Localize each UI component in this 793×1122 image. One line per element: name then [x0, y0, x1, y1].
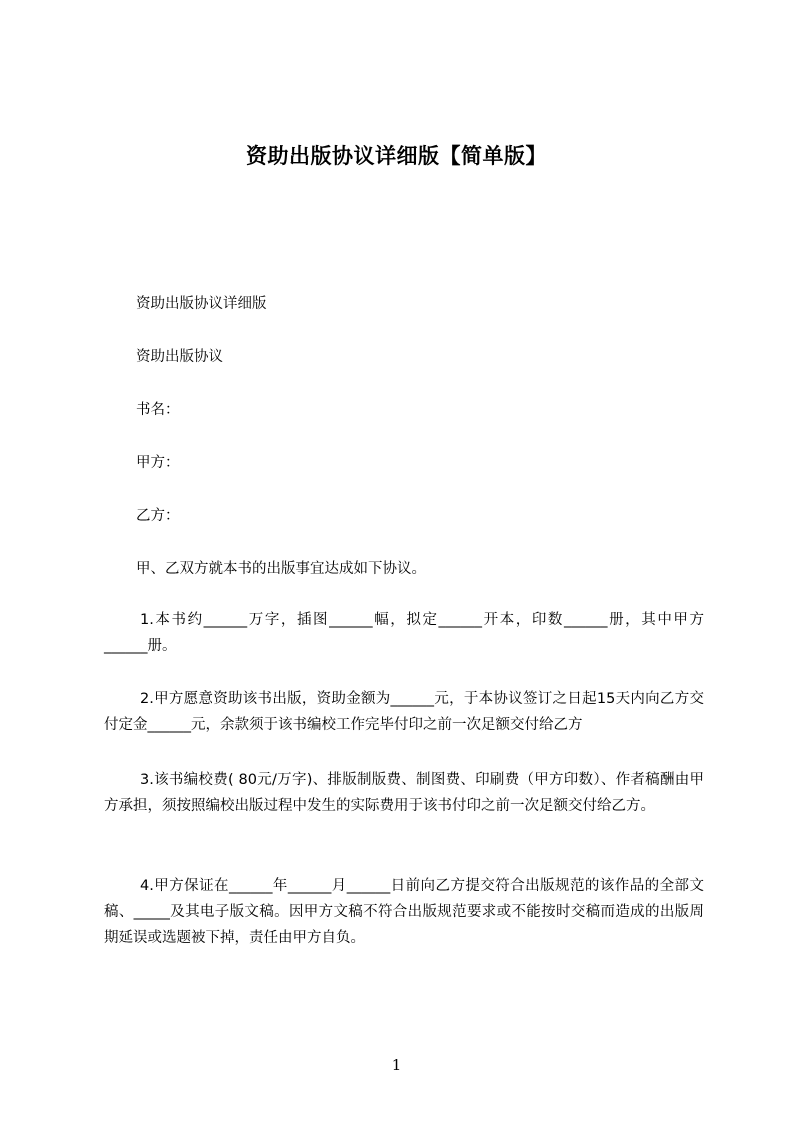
- clause-1: 1.本书约______万字，插图______幅，拟定______开本，印数______册，其中甲方______册。: [104, 612, 704, 654]
- page-number: 1: [391, 1056, 402, 1074]
- clause-3: 3.该书编校费( 80元/万字)、排版制版费、制图费、印刷费（甲方印数）、作者稿酬由甲方承担，须按照编校出版过程中发生的实际费用于该书付印之前一次足额交付给乙方。: [104, 772, 704, 814]
- intro-statement: 甲、乙双方就本书的出版事宜达成如下协议。: [136, 561, 426, 577]
- clause-4: 4.甲方保证在______年______月______日前向乙方提交符合出版规范的该作品的全部文稿、_____及其电子版文稿。因甲方文稿不符合出版规范要求或不能按时交稿而造成的出版周期延误或选题被下掉，责任由甲方自负。: [104, 878, 704, 946]
- subtitle-agreement: 资助出版协议: [136, 349, 223, 365]
- party-b-label: 乙方：: [136, 508, 180, 524]
- book-name-label: 书名：: [136, 402, 180, 418]
- party-a-label: 甲方：: [136, 455, 180, 471]
- subtitle-detailed-version: 资助出版协议详细版: [136, 296, 267, 312]
- clause-2: 2.甲方愿意资助该书出版，资助金额为______元，于本协议签订之日起15天内向乙方交付定金______元，余款须于该书编校工作完毕付印之前一次足额交付给乙方: [104, 691, 704, 733]
- document-title: 资助出版协议详细版【简单版】: [246, 144, 547, 168]
